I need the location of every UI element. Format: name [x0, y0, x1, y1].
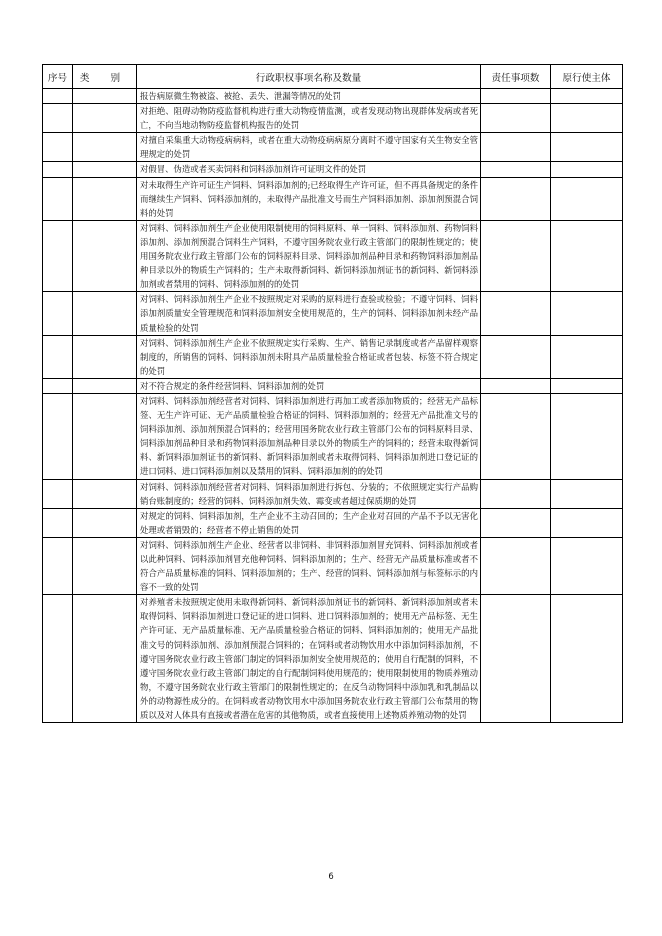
seq-cell: [43, 393, 73, 479]
category-cell: [73, 220, 137, 291]
category-cell: [73, 393, 137, 479]
seq-cell: [43, 177, 73, 220]
category-cell: [73, 335, 137, 378]
category-cell: [73, 508, 137, 537]
header-responsibility-count: 责任事项数: [481, 65, 551, 89]
subject-cell: [551, 292, 623, 335]
item-cell: 对饲料、饲料添加剂生产企业使用限制使用的饲料原料、单一饲料、饲料添加剂、药物饲料添加剂、添加剂预混合饲料生产饲料，不遵守国务院农业行政主管部门的限制性规定的；使用国务院农业行政主管部门公布的饲料原料目录、饲料添加剂品种目录和药物饲料添加剂品种目录以外的物质生产饲料的；生产未取得新饲料、新饲料添加剂证书的新饲料、新饲料添加剂或者禁用的饲料、饲料添加剂的的处罚: [137, 220, 481, 291]
item-cell: 对养殖者未按照规定使用未取得新饲料、新饲料添加剂证书的新饲料、新饲料添加剂或者未取得饲料、饲料添加剂进口登记证的进口饲料、进口饲料添加剂的；使用无产品标签、无生产许可证、无产品质量标准、无产品质量检验合格证的饲料、饲料添加剂的；使用无产品批准文号的饲料添加剂、添加剂预混合饲料的；在饲料或者动物饮用水中添加饲料添加剂，不遵守国务院农业行政主管部门制定的饲料添加剂安全使用规范的；使用自行配制的饲料，不遵守国务院农业行政主管部门制定的自行配制饲料使用规范的；使用限制使用的物质养殖动物，不遵守国务院农业行政主管部门的限制性规定的；在反刍动物饲料中添加乳和乳制品以外的动物源性成分的。在饲料或者动物饮用水中添加国务院农业行政主管部门公布禁用的物质以及对人体具有直接或者潜在危害的其他物质，或者直接使用上述物质养殖动物的处罚: [137, 595, 481, 723]
seq-cell: [43, 537, 73, 594]
item-cell: 对未取得生产许可证生产饲料、饲料添加剂的;已经取得生产许可证，但不再具备规定的条件而继续生产饲料、饲料添加剂的，未取得产品批准文号而生产饲料添加剂、添加剂预混合饲料的处罚: [137, 177, 481, 220]
item-cell: 对假冒、伪造或者买卖饲料和饲料添加剂许可证明文件的处罚: [137, 162, 481, 177]
responsibility-count-cell: [481, 378, 551, 393]
responsibility-count-cell: [481, 133, 551, 162]
subject-cell: [551, 162, 623, 177]
responsibility-count-cell: [481, 177, 551, 220]
item-cell: 对饲料、饲料添加剂经营者对饲料、饲料添加剂进行再加工或者添加物质的；经营无产品标签、无生产许可证、无产品质量检验合格证的饲料、饲料添加剂的；经营无产品批准文号的饲料添加剂、添加剂预混合饲料的；经营用国务院农业行政主管部门公布的饲料原料目录、饲料添加剂品种目录和药物饲料添加剂品种目录以外的物质生产的饲料的；经营未取得新饲料、新饲料添加剂证书的新饲料、新饲料添加剂或者未取得饲料、饲料添加剂进口登记证的进口饲料、进口饲料添加剂以及禁用的饲料、饲料添加剂的的处罚: [137, 393, 481, 479]
subject-cell: [551, 393, 623, 479]
responsibility-count-cell: [481, 335, 551, 378]
table-row: [43, 133, 623, 162]
responsibility-count-cell: [481, 162, 551, 177]
table-row: [43, 220, 623, 291]
item-cell: 对饲料、饲料添加剂生产企业不按照规定对采购的原料进行查验或检验；不遵守饲料、饲料添加剂质量安全管理规范和饲料添加剂安全使用规范的，生产的饲料、饲料添加剂未经产品质量检验的处罚: [137, 292, 481, 335]
subject-cell: [551, 104, 623, 133]
table-row: [43, 378, 623, 393]
table-row: [43, 595, 623, 723]
subject-cell: [551, 378, 623, 393]
item-cell: 对饲料、饲料添加剂生产企业不依照规定实行采购、生产、销售记录制度或者产品留样观察制度的，所销售的饲料、饲料添加剂未附具产品质量检验合格证或者包装、标签不符合规定的处罚: [137, 335, 481, 378]
seq-cell: [43, 162, 73, 177]
category-cell: [73, 104, 137, 133]
category-cell: [73, 89, 137, 104]
responsibility-count-cell: [481, 220, 551, 291]
category-cell: [73, 292, 137, 335]
table-row: [43, 162, 623, 177]
table-row: [43, 335, 623, 378]
table-row: [43, 479, 623, 508]
category-cell: [73, 177, 137, 220]
header-seq: 序号: [43, 65, 73, 89]
responsibility-count-cell: [481, 104, 551, 133]
responsibility-count-cell: [481, 292, 551, 335]
table-row: [43, 508, 623, 537]
seq-cell: [43, 220, 73, 291]
table-row: [43, 393, 623, 479]
page-number: 6: [328, 871, 334, 881]
responsibility-count-cell: [481, 393, 551, 479]
seq-cell: [43, 508, 73, 537]
item-cell: 对不符合规定的条件经营饲料、饲料添加剂的处罚: [137, 378, 481, 393]
seq-cell: [43, 378, 73, 393]
subject-cell: [551, 335, 623, 378]
subject-cell: [551, 89, 623, 104]
header-subject: 原行使主体: [551, 65, 623, 89]
subject-cell: [551, 220, 623, 291]
item-cell: 对规定的饲料、饲料添加剂，生产企业不主动召回的；生产企业对召回的产品不予以无害化处理或者销毁的；经营者不停止销售的处罚: [137, 508, 481, 537]
item-cell: 对饲料、饲料添加剂生产企业、经营者以非饲料、非饲料添加剂冒充饲料、饲料添加剂或者以此种饲料、饲料添加剂冒充他种饲料、饲料添加剂的；生产、经营无产品质量标准或者不符合产品质量标准的饲料、饲料添加剂的；生产、经营的饲料、饲料添加剂与标签标示的内容不一致的处罚: [137, 537, 481, 594]
responsibility-count-cell: [481, 595, 551, 723]
category-cell: [73, 378, 137, 393]
responsibility-count-cell: [481, 89, 551, 104]
subject-cell: [551, 133, 623, 162]
category-cell: [73, 162, 137, 177]
category-cell: [73, 479, 137, 508]
table-row: [43, 292, 623, 335]
table-header-row: [43, 65, 623, 89]
seq-cell: [43, 595, 73, 723]
seq-cell: [43, 335, 73, 378]
header-category: 类 别: [73, 65, 137, 89]
subject-cell: [551, 479, 623, 508]
table-row: [43, 89, 623, 104]
category-cell: [73, 595, 137, 723]
regulation-table: [42, 64, 623, 723]
category-cell: [73, 537, 137, 594]
seq-cell: [43, 479, 73, 508]
seq-cell: [43, 133, 73, 162]
item-cell: 对擅自采集重大动物疫病病料，或者在重大动物疫病病原分离时不遵守国家有关生物安全管理规定的处罚: [137, 133, 481, 162]
subject-cell: [551, 177, 623, 220]
table-row: [43, 177, 623, 220]
seq-cell: [43, 292, 73, 335]
seq-cell: [43, 89, 73, 104]
responsibility-count-cell: [481, 537, 551, 594]
subject-cell: [551, 537, 623, 594]
responsibility-count-cell: [481, 479, 551, 508]
responsibility-count-cell: [481, 508, 551, 537]
item-cell: 对饲料、饲料添加剂经营者对饲料、饲料添加剂进行拆包、分装的；不依照规定实行产品购销台账制度的；经营的饲料、饲料添加剂失效、霉变或者超过保质期的处罚: [137, 479, 481, 508]
item-cell: 对拒绝、阻碍动物防疫监督机构进行重大动物疫情监测，或者发现动物出现群体发病或者死亡，不向当地动物防疫监督机构报告的处罚: [137, 104, 481, 133]
subject-cell: [551, 508, 623, 537]
table-body: [43, 89, 623, 723]
subject-cell: [551, 595, 623, 723]
header-item: 行政职权事项名称及数量: [137, 65, 481, 89]
item-cell: 报告病原微生物被盗、被抢、丢失、泄漏等情况的处罚: [137, 89, 481, 104]
table-row: [43, 104, 623, 133]
seq-cell: [43, 104, 73, 133]
table-row: [43, 537, 623, 594]
category-cell: [73, 133, 137, 162]
